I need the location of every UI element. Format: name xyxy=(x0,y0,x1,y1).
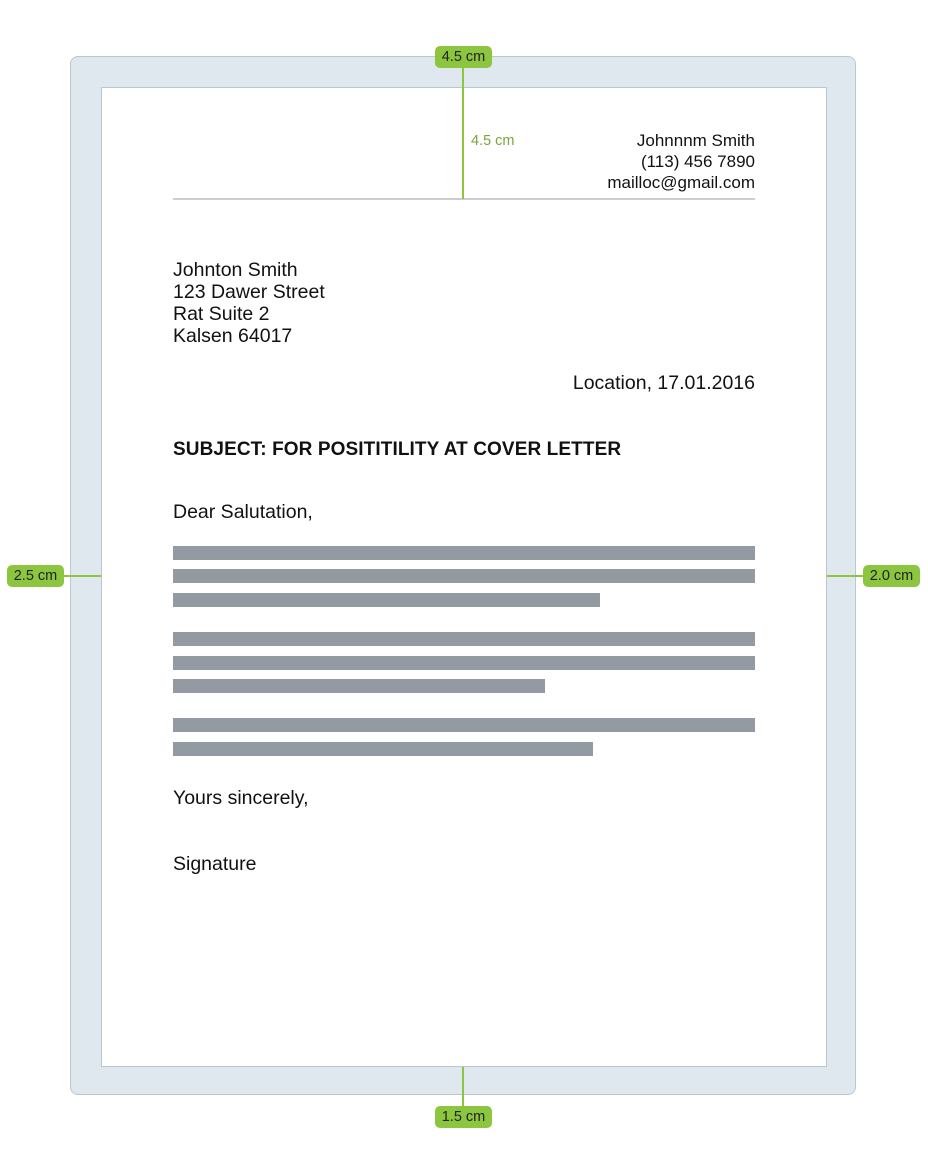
recipient-line: Johnton Smith xyxy=(173,259,298,281)
top-margin-line xyxy=(462,66,464,199)
sender-block xyxy=(607,130,755,193)
bottom-margin-badge: 1.5 cm xyxy=(435,1106,492,1128)
text-placeholder-bar xyxy=(173,656,755,670)
top-margin-badge: 4.5 cm xyxy=(435,46,492,68)
bottom-margin-line xyxy=(462,1067,464,1107)
right-margin-line xyxy=(827,575,864,577)
place-date: Location, 17.01.2016 xyxy=(572,372,755,394)
sender-phone: (113) 456 7890 xyxy=(640,152,755,171)
text-placeholder-bar xyxy=(173,593,600,607)
subject-line: SUBJECT: FOR POSITITILITY AT COVER LETTER xyxy=(173,439,622,460)
recipient-address xyxy=(173,259,325,347)
recipient-line: Kalsen 64017 xyxy=(173,325,293,347)
header-height-label: 4.5 cm xyxy=(471,133,515,149)
text-placeholder-bar xyxy=(173,742,593,756)
recipient-line: Rat Suite 2 xyxy=(173,303,270,325)
text-placeholder-bar xyxy=(173,546,755,560)
text-placeholder-bar xyxy=(173,632,755,646)
right-margin-badge: 2.0 cm xyxy=(863,565,920,587)
header-divider xyxy=(173,198,755,200)
salutation: Dear Salutation, xyxy=(173,501,313,523)
closing: Yours sincerely, xyxy=(173,787,309,809)
recipient-line: 123 Dawer Street xyxy=(173,281,325,303)
text-placeholder-bar xyxy=(173,569,755,583)
text-placeholder-bar xyxy=(173,718,755,732)
left-margin-badge: 2.5 cm xyxy=(7,565,64,587)
signature: Signature xyxy=(173,853,257,875)
sender-email: mailloc@gmail.com xyxy=(607,173,755,192)
sender-name: Johnnnm Smith xyxy=(636,131,755,150)
left-margin-line xyxy=(64,575,101,577)
text-placeholder-bar xyxy=(173,679,545,693)
